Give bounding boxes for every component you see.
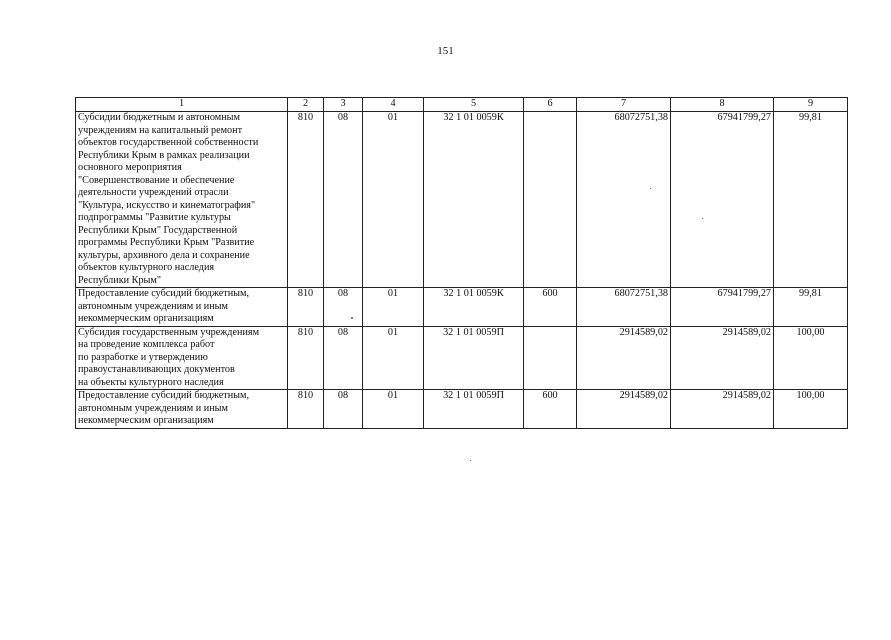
row-col-6	[524, 326, 577, 390]
column-header-9: 9	[774, 98, 848, 112]
row-col-6: 600	[524, 288, 577, 327]
scan-speck	[650, 188, 651, 189]
row-col-5: 32 1 01 0059П	[424, 390, 524, 429]
table-row	[76, 288, 848, 327]
row-col-5: 32 1 01 0059К	[424, 288, 524, 327]
row-col-9: 99,81	[774, 112, 848, 288]
row-name: Субсидия государственным учреждениям на проведение комплекса работ по разработке и утверждению правоустанавливающих документов на объекты культурного наследия	[76, 326, 288, 390]
row-col-8: 67941799,27	[671, 112, 774, 288]
row-col-4: 01	[363, 326, 424, 390]
scan-speck	[351, 317, 353, 319]
row-col-2: 810	[288, 326, 324, 390]
row-col-4: 01	[363, 112, 424, 288]
budget-table	[75, 97, 848, 429]
row-col-7: 68072751,38	[577, 288, 671, 327]
row-col-3: 08	[324, 112, 363, 288]
page-number: 151	[437, 45, 454, 57]
row-col-5: 32 1 01 0059П	[424, 326, 524, 390]
row-col-3: 08	[324, 390, 363, 429]
row-col-3: 08	[324, 288, 363, 327]
column-header-7: 7	[577, 98, 671, 112]
row-col-8: 2914589,02	[671, 326, 774, 390]
table-row	[76, 112, 848, 288]
row-col-3: 08	[324, 326, 363, 390]
row-col-8: 67941799,27	[671, 288, 774, 327]
scan-speck	[470, 460, 471, 461]
row-col-5: 32 1 01 0059К	[424, 112, 524, 288]
column-header-3: 3	[324, 98, 363, 112]
row-name: Субсидии бюджетным и автономным учреждениям на капитальный ремонт объектов государственной собственности Республики Крым в рамках реализации основного мероприятия "Совершенствование и обеспечение деятельности учреждений отрасли "Культура, искусство и кинематография" подпрограммы "Развитие культуры Республики Крым" Государственной программы Республики Крым "Развитие культуры, архивного дела и сохранение объектов культурного наследия Республики Крым"	[76, 112, 288, 288]
column-header-8: 8	[671, 98, 774, 112]
row-col-2: 810	[288, 112, 324, 288]
row-col-7: 2914589,02	[577, 326, 671, 390]
row-col-6	[524, 112, 577, 288]
column-header-2: 2	[288, 98, 324, 112]
row-col-2: 810	[288, 288, 324, 327]
row-name: Предоставление субсидий бюджетным, автономным учреждениям и иным некоммерческим организациям	[76, 390, 288, 429]
row-col-8: 2914589,02	[671, 390, 774, 429]
row-col-4: 01	[363, 390, 424, 429]
row-col-9: 100,00	[774, 326, 848, 390]
row-col-9: 100,00	[774, 390, 848, 429]
table-row	[76, 390, 848, 429]
column-header-5: 5	[424, 98, 524, 112]
scan-speck	[702, 218, 703, 219]
column-header-4: 4	[363, 98, 424, 112]
row-col-7: 2914589,02	[577, 390, 671, 429]
table-row	[76, 326, 848, 390]
row-col-6: 600	[524, 390, 577, 429]
column-header-1: 1	[76, 98, 288, 112]
row-col-2: 810	[288, 390, 324, 429]
table-header-row	[76, 98, 848, 112]
row-col-7: 68072751,38	[577, 112, 671, 288]
row-col-4: 01	[363, 288, 424, 327]
row-col-9: 99,81	[774, 288, 848, 327]
row-name: Предоставление субсидий бюджетным, автономным учреждениям и иным некоммерческим организациям	[76, 288, 288, 327]
column-header-6: 6	[524, 98, 577, 112]
